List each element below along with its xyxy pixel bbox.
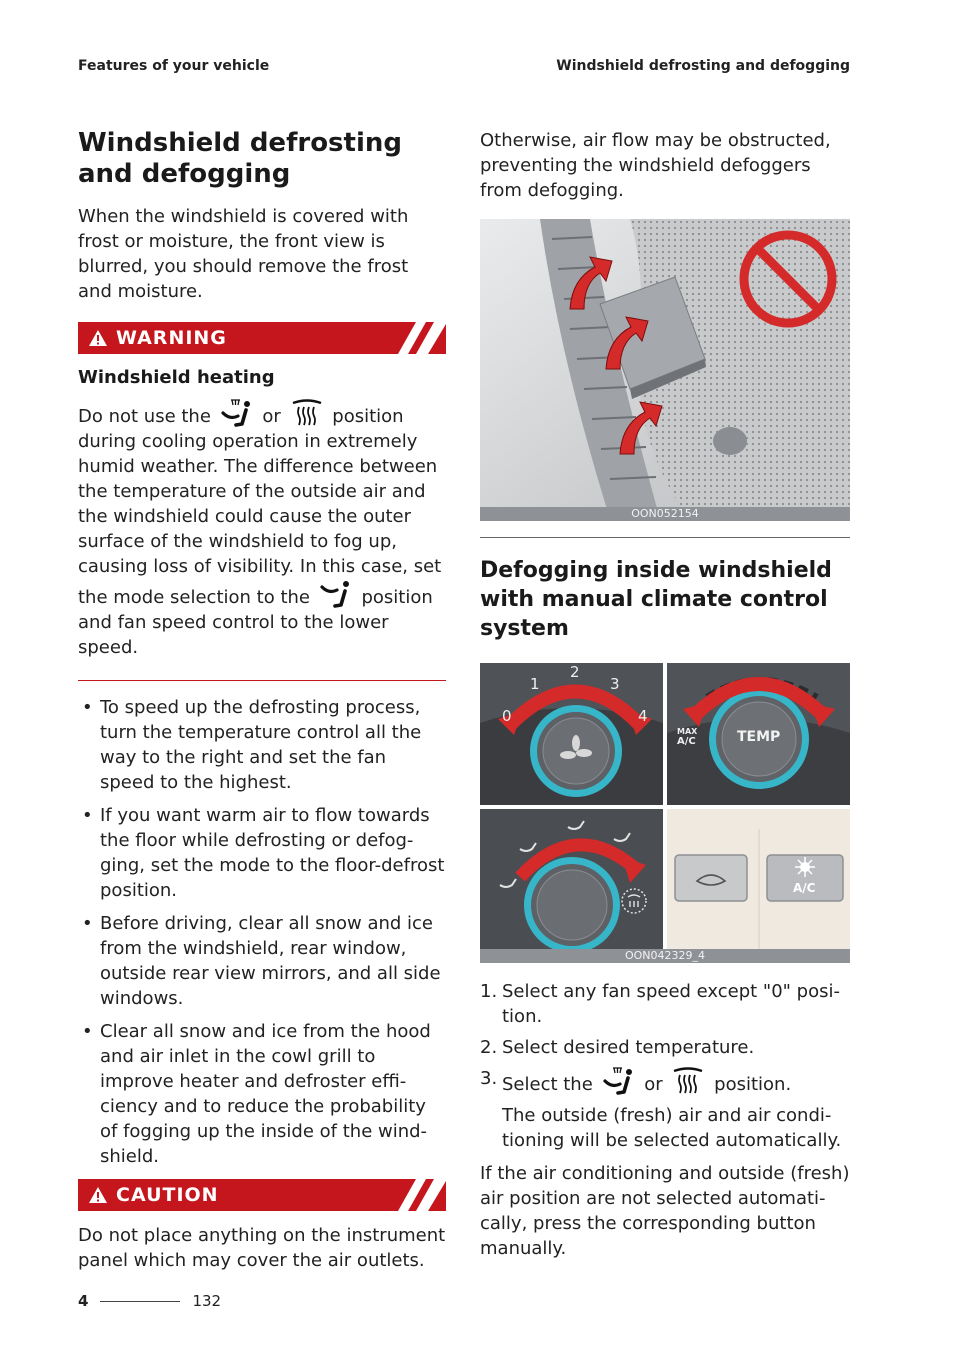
step-note: The outside (fresh) air and air condi-tioning will be selected automatically. <box>502 1105 842 1151</box>
tips-list <box>78 695 446 1169</box>
closing-paragraph: If the air conditioning and outside (fresh) air position are not selected automati-cally, press the corresponding button manually. <box>480 1163 850 1259</box>
windshield-defrost-icon <box>671 1066 705 1096</box>
list-item-text: If you want warm air to flow towards the floor while defrosting or defog-ging, set the mode to the floor-defrost position. <box>100 805 445 901</box>
section-divider <box>480 537 850 538</box>
banner-slashes-icon <box>376 1179 446 1211</box>
page-title: Windshield defrosting and defogging <box>78 128 402 189</box>
left-column <box>78 128 446 1273</box>
fan-label-0: 0 <box>502 707 512 725</box>
fan-label-2: 2 <box>570 663 580 681</box>
list-item-text: To speed up the defrosting process, turn the temperature control all the way to the right and set the fan speed to the highest. <box>100 697 422 793</box>
vent-obstruction-figure <box>480 219 850 521</box>
warning-banner <box>78 322 446 354</box>
mode-panel <box>480 809 663 963</box>
caution-label: CAUTION <box>116 1184 219 1206</box>
bullet-dot: • <box>82 1021 93 1042</box>
figure-caption: OON042329_4 <box>480 949 850 963</box>
climate-control-figure <box>480 663 850 963</box>
page-number: 132 <box>192 1292 222 1310</box>
footer-rule <box>100 1301 180 1302</box>
bullet-dot: • <box>82 805 93 826</box>
fan-speed-panel <box>480 663 663 805</box>
step-text: position. <box>714 1074 792 1095</box>
step-text: Select desired temperature. <box>502 1037 755 1058</box>
right-column <box>480 128 850 1261</box>
warning-triangle-icon <box>88 329 108 347</box>
warning-paragraph <box>78 398 446 660</box>
list-item-text: Clear all snow and ice from the hood and air inlet in the cowl grill to improve heater and defroster effi-ciency and to reduce the probability of fogging up the inside of the wind-shield. <box>100 1021 431 1167</box>
bullet-dot: • <box>82 913 93 934</box>
list-item <box>480 979 850 1029</box>
warning-text-or: or <box>262 406 281 427</box>
list-item-text: Before driving, clear all snow and ice from the windshield, rear window, outside rear view mirrors, and all side windows. <box>100 913 441 1009</box>
page-header <box>78 58 850 74</box>
warning-text-a: Do not use the <box>78 406 211 427</box>
section-title: Defogging inside windshield with manual climate control system <box>480 558 832 641</box>
header-section-left: Features of your vehicle <box>78 58 270 74</box>
intro-paragraph: When the windshield is covered with frost or moisture, the front view is blurred, you should remove the frost and moisture. <box>78 206 409 302</box>
vent-illustration <box>480 219 850 521</box>
buttons-panel <box>667 809 850 963</box>
defrost-floor-mode-icon <box>220 398 254 428</box>
fan-label-4: 4 <box>638 707 648 725</box>
chapter-number: 4 <box>78 1292 89 1310</box>
header-section-right: Windshield defrosting and defogging <box>556 58 850 74</box>
step-text-or: or <box>644 1074 663 1095</box>
fan-label-3: 3 <box>610 675 620 693</box>
windshield-defrost-icon <box>290 398 324 428</box>
list-item <box>78 911 446 1011</box>
list-item <box>78 1019 446 1169</box>
temp-label: TEMP <box>737 729 781 745</box>
caution-text: Do not place anything on the instrument panel which may cover the air outlets. <box>78 1225 446 1271</box>
warning-heading: Windshield heating <box>78 367 275 388</box>
step-number: 2. <box>480 1037 498 1058</box>
step-number: 1. <box>480 981 498 1002</box>
list-item <box>480 1066 850 1097</box>
page-footer <box>78 1292 221 1310</box>
warning-label: WARNING <box>116 327 227 349</box>
defrost-floor-mode-icon <box>602 1066 636 1096</box>
steps-list <box>480 979 850 1097</box>
step-text: Select the <box>502 1074 593 1095</box>
max-label: MAX <box>677 727 698 736</box>
floor-defrost-mode-icon <box>319 579 353 609</box>
warning-text-b: position during cooling operation in extremely humid weather. The difference between the temperature of the outside air and the windshield could cause the outer surface of the windshield to fog up, causing loss of visibility. In this case, set the mode selection to the <box>78 406 442 608</box>
banner-slashes-icon <box>376 322 446 354</box>
bullet-dot: • <box>82 697 93 718</box>
step-number: 3. <box>480 1068 498 1089</box>
figure-caption: OON052154 <box>480 507 850 521</box>
continued-paragraph: Otherwise, air flow may be obstructed, preventing the windshield defoggers from defogging. <box>480 130 831 201</box>
section-divider <box>78 680 446 681</box>
ac-label: A/C <box>677 736 696 747</box>
step-text: Select any fan speed except "0" posi-tion. <box>502 981 840 1027</box>
list-item <box>78 695 446 795</box>
warning-text-c: position and fan speed control to the lower speed. <box>78 587 433 658</box>
caution-triangle-icon <box>88 1186 108 1204</box>
list-item <box>480 1035 850 1060</box>
list-item <box>78 803 446 903</box>
ac-button-label: A/C <box>793 881 816 895</box>
temperature-panel <box>667 663 850 805</box>
fan-label-1: 1 <box>530 675 540 693</box>
caution-banner <box>78 1179 446 1211</box>
